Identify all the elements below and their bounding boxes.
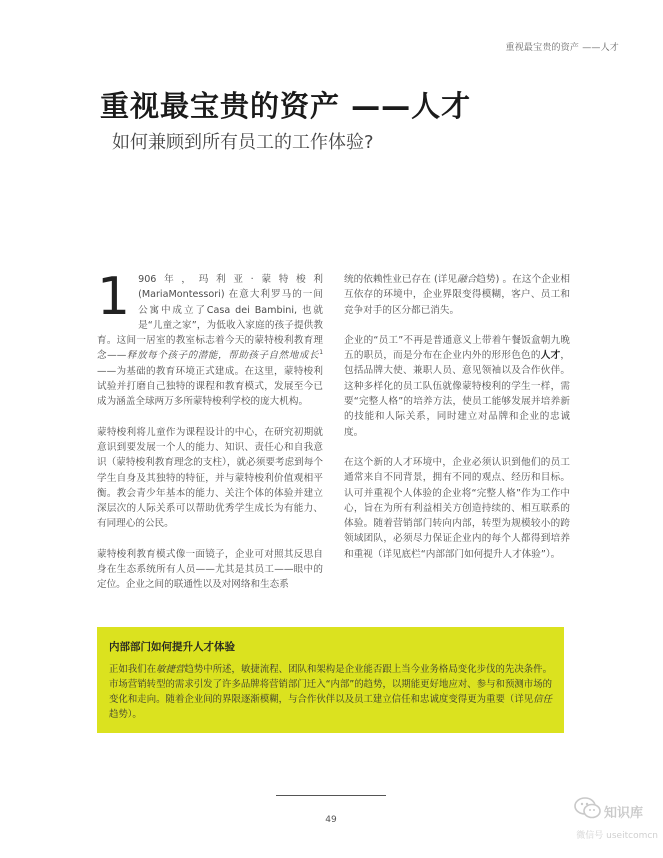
body-text: 企业的“员工”不再是普通意义上带着午餐饭盒朝九晚五的职员，而是分布在企业内外的形形色色的 <box>344 334 570 362</box>
page-number: 49 <box>325 815 337 825</box>
page-subtitle: 如何兼顾到所有员工的工作体验? <box>112 132 374 153</box>
body-text: 趋势) 。在这个企业相互依存的环境中，企业界限变得模糊，客户、员工和竞争对手的区分都已消失。 <box>344 274 571 316</box>
intro-text: 906年，玛利亚·蒙特梭利 (MariaMontessori) 在意大利罗马的一间公寓中成立了Casa dei Bambini, 也就是“儿童之家”，为低收入家庭的孩子提供教育。这间一居室的教室标志着今天的蒙特梭利教育理念—— <box>97 274 323 362</box>
sidebar-body <box>109 662 552 722</box>
footer-divider <box>276 795 386 796</box>
body-text: 统的依赖性业已存在 (详见 <box>344 274 458 285</box>
intro-text-continued: ——为基础的教育环境正式建成。在这里，蒙特梭利试验并打磨自己独特的课程和教育模式，发展至今已成为涵盖全球两万多所蒙特梭利学校的庞大机构。 <box>97 365 323 408</box>
body-paragraph <box>344 272 570 318</box>
trend-reference: 信任 <box>533 694 552 705</box>
sidebar-box <box>97 627 564 733</box>
watermark <box>574 796 659 848</box>
trend-reference: 敏捷营 <box>156 664 185 675</box>
sidebar-text: 趋势中所述，敏捷流程、团队和架构是企业能否跟上当今业务格局变化步伐的先决条件。市场营销转型的需求引发了许多品牌将营销部门迁入“内部”的趋势，以期能更好地应对、参与和预测市场的变化和走向。随着企业间的界限逐渐模糊，与合作伙伴以及员工建立信任和忠诚度变得更为重要（详见 <box>109 664 552 705</box>
footnote-marker: 1 <box>319 349 324 357</box>
body-paragraph <box>344 333 570 440</box>
sidebar-text: 正如我们在 <box>109 664 157 675</box>
page-title: 重视最宝贵的资产 ——人才 <box>100 89 472 123</box>
body-paragraph: 蒙特梭利教育模式像一面镜子，企业可对照其反思自身在生态系统所有人员——尤其是其员工——眼中的定位。企业之间的联通性以及对网络和生态系 <box>97 548 323 591</box>
running-header: 重视最宝贵的资产 ——人才 <box>505 43 619 53</box>
intro-paragraph <box>97 267 324 410</box>
body-paragraph: 在这个新的人才环境中，企业必须认识到他们的员工通常来自不同背景，拥有不同的观点、经历和目标。认可并重视个人体验的企业将“完整人格”作为工作中心，旨在为所有利益相关方创造持续的、相互联系的体验。随着营销部门转向内部，转型为规模较小的跨领域团队，必须尽力保证企业内的每个人都得到培养和重视（详见底栏“内部部门如何提升人才体验”）。 <box>344 456 570 560</box>
trend-reference: 融合 <box>457 274 477 285</box>
right-column <box>344 272 570 577</box>
body-text: ，包括品牌大使、兼职人员、意见领袖以及合作伙伴。这种多样化的员工队伍就像蒙特梭利的学生一样，需要“完整人格”的培养方法，使员工能够发展并培养新的技能和人际关系，同时建立对品牌和企业的忠诚度。 <box>344 350 571 438</box>
watermark-brand: 知识库 <box>604 806 644 821</box>
keyword-talent: 人才 <box>540 350 561 362</box>
sidebar-text: 趋势）。 <box>109 709 142 720</box>
sidebar-heading: 内部部门如何提升人才体验 <box>109 641 235 653</box>
drop-cap: 1 <box>97 267 131 327</box>
watermark-account: 微信号 useitcomcn <box>576 831 658 841</box>
left-column <box>97 267 324 608</box>
wechat-logo-icon <box>574 796 602 820</box>
body-paragraph: 蒙特梭利将儿童作为课程设计的中心，在研究初期就意识到要发展一个人的能力、知识、责任心和自我意识（蒙特梭利教育理念的支柱），就必须要考虑到每个学生自身及其独特的特征，并与蒙特梭利价值观相平衡。教会青少年基本的能力、关注个体的体验并建立深层次的人际关系可以帮助优秀学生成长为有能力、有同理心的公民。 <box>97 426 323 530</box>
intro-emphasis: 释放每个孩子的潜能，帮助孩子自然地成长 <box>126 350 320 362</box>
